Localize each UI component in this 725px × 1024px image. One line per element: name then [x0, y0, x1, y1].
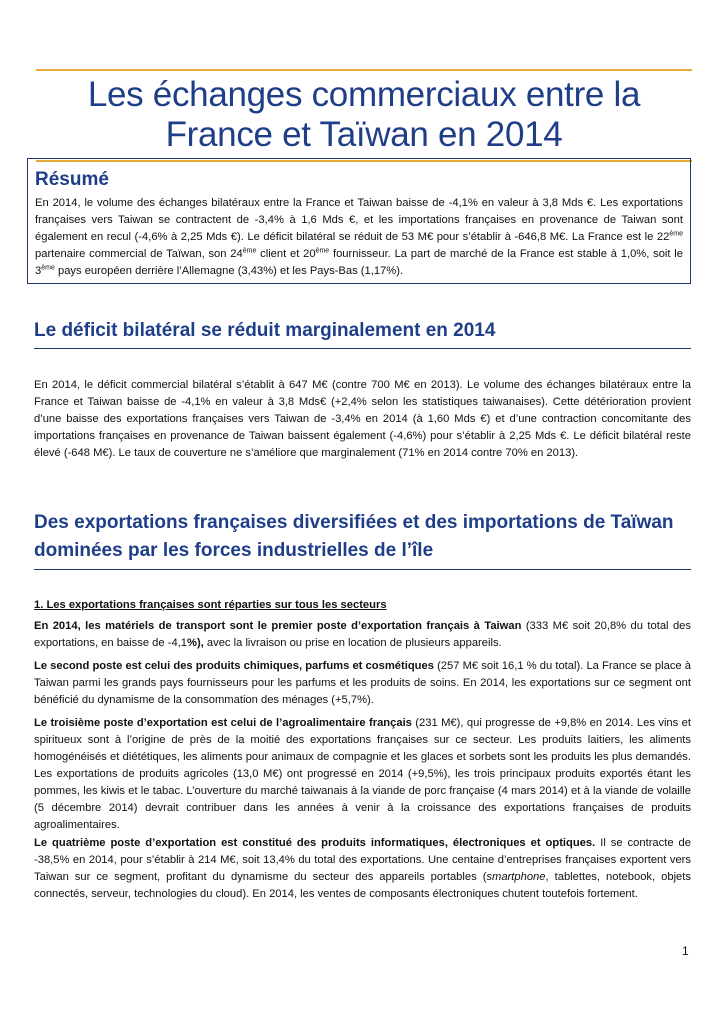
section1-heading: Le déficit bilatéral se réduit marginalement en 2014 [34, 317, 691, 349]
title-block [36, 69, 692, 162]
section2-subheading: 1. Les exportations françaises sont réparties sur tous les secteurs [34, 599, 387, 611]
exports-agrifood-paragraph: Le troisième poste d’exportation est celui de l’agroalimentaire français (231 M€), qui progresse de +9,8% en 2014. Les vins et spiritueux sont à l’origine de près de la moitié des exportations françaises sur ce secteur. Les produits laitiers, les aliments homogénéisés et diététiques, les aliments pour animaux de compagnie et les glaces et sorbets sont les produits les plus demandés. Les exportations de produits agricoles (13,0 M€) ont progressé en 2014 (+9,5%), les trois principaux produits exportés étant les pommes, les kiwis et le tabac. L’ouverture du marché taiwanais à la viande de porc française (4 mars 2014) et à la viande de volaille (5 décembre 2014) devrait contribuer dans les années à venir à la croissance des exportations françaises de produits agroalimentaires. [34, 717, 691, 831]
exports-transport-paragraph: En 2014, les matériels de transport sont le premier poste d’exportation français à Taiwan (333 M€ soit 20,8% du total des exportations, en baisse de -4,1%), avec la livraison ou prise en location de plusieurs appareils. [34, 620, 691, 649]
page-number: 1 [682, 944, 689, 958]
page-title: Les échanges commerciaux entre la France et Taïwan en 2014 [87, 75, 641, 154]
exports-electronics-paragraph: Le quatrième poste d’exportation est constitué des produits informatiques, électroniques et optiques. Il se contracte de -38,5% en 2014, pour s’établir à 214 M€, soit 13,4% du total des exportations. Une centaine d’entreprises françaises exportent vers Taiwan sur ce segment, profitant du dynamisme du secteur des appareils portables (smartphone, tablettes, notebook, objets connectés, serveur, technologies du cloud). En 2014, les ventes de composants électroniques chutent toutefois fortement. [34, 837, 691, 900]
exports-chemicals-paragraph: Le second poste est celui des produits chimiques, parfums et cosmétiques (257 M€ soit 16,1 % du total). La France se place à Taiwan parmi les grands pays fournisseurs pour les parfums et les produits de soins. En 2014, les exportations sur ce segment ont bénéficié du dynamisme de la consommation des ménages (+5,7%). [34, 660, 691, 706]
summary-heading: Résumé [35, 169, 109, 190]
section2-heading: Des exportations françaises diversifiées et des importations de Taïwan dominées par les forces industrielles de l’île [34, 509, 691, 570]
summary-text: En 2014, le volume des échanges bilatéraux entre la France et Taiwan baisse de -4,1% en valeur à 3,8 Mds €. Les exportations françaises vers Taiwan se contractent de -3,4% à 1,6 Mds €, et les importations françaises en provenance de Taiwan sont également en recul (-4,6% à 2,25 Mds €). Le déficit bilatéral se réduit de 53 M€ pour s’établir à -646,8 M€. La France est le 22ème partenaire commercial de Taïwan, son 24ème client et 20ème fournisseur. La part de marché de la France est stable à 1,0%, soit le 3ème pays européen derrière l’Allemagne (3,43%) et les Pays-Bas (1,17%). [35, 197, 684, 277]
summary-box [27, 158, 691, 284]
section1-paragraph: En 2014, le déficit commercial bilatéral s’établit à 647 M€ (contre 700 M€ en 2013). Le volume des échanges bilatéraux entre la France et Taiwan baisse de -4,1% en valeur à 3,8 Mds€ (+2,4% selon les statistiques taiwanaises). Cette détérioration provient d’une baisse des exportations françaises vers Taiwan de -3,4% en 2014 (à 1,60 Mds €) et d’une contraction concomitante des importations françaises en provenance de Taiwan baissent également (-4,6%) pour s’établir à 2,25 Mds €. Le déficit bilatéral reste élevé (-648 M€). Le taux de couverture ne s’améliore que marginalement (71% en 2014 contre 70% en 2013). [34, 379, 691, 459]
